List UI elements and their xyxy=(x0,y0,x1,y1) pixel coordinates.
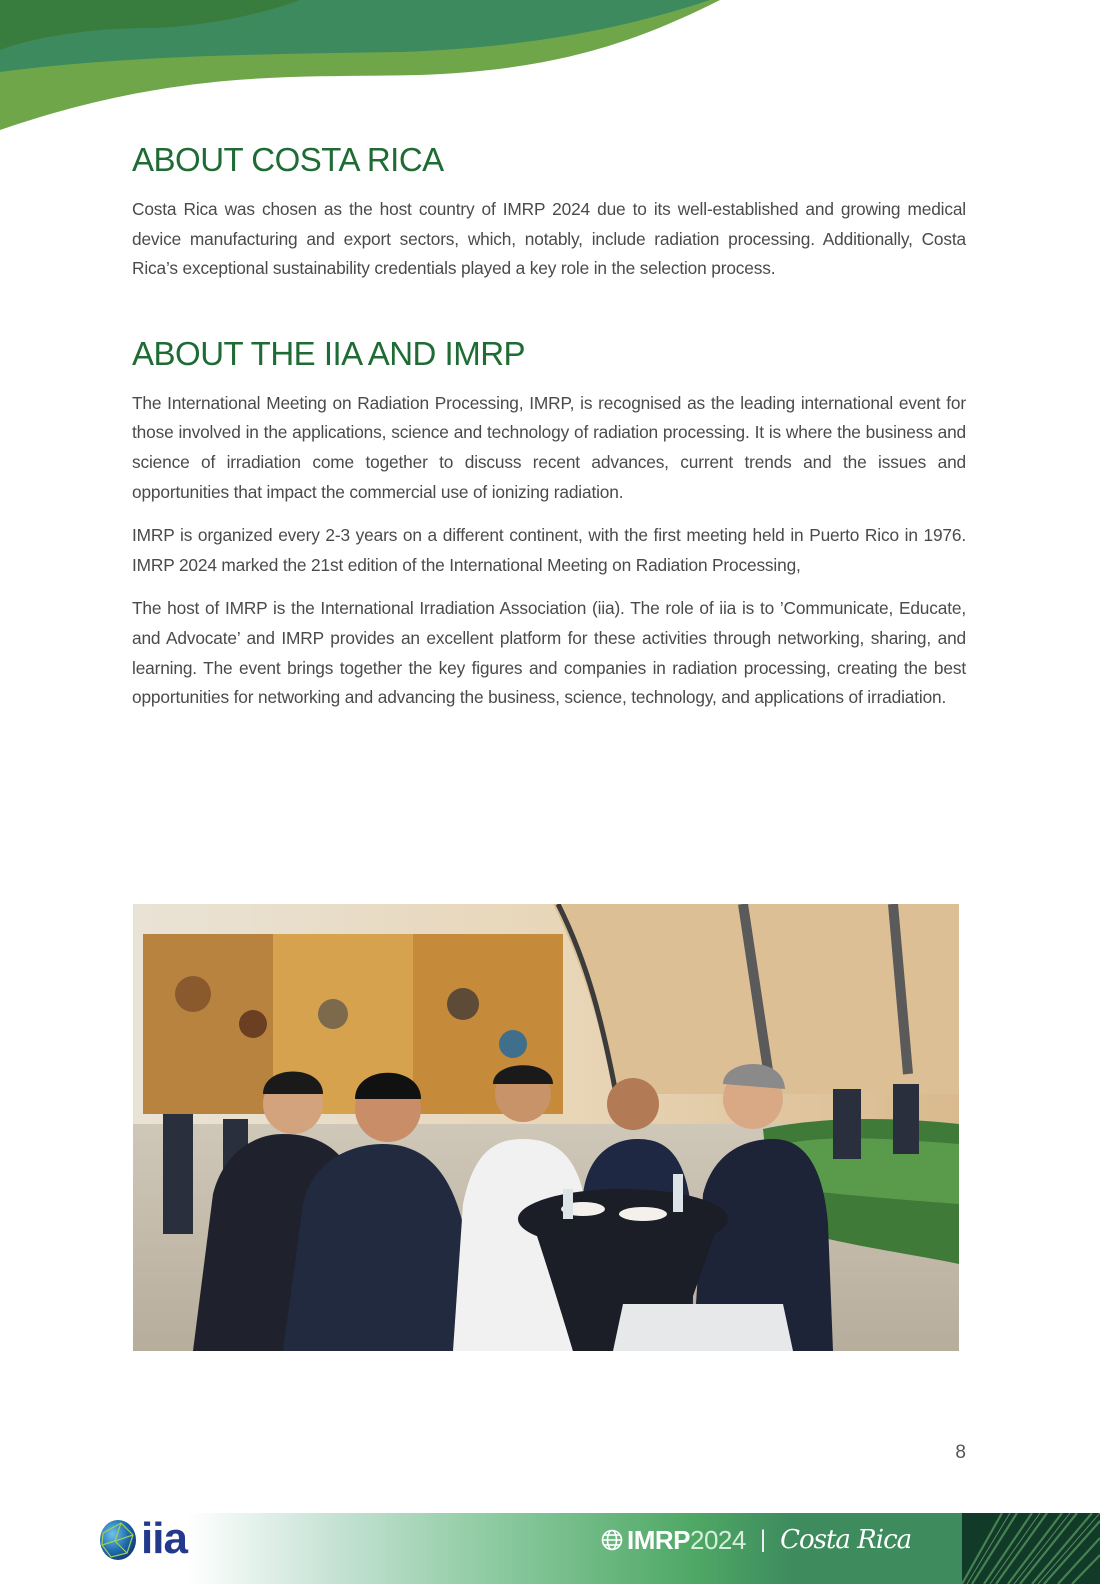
palm-leaf-image xyxy=(962,1513,1100,1584)
section-heading-costa-rica: ABOUT COSTA RICA xyxy=(132,141,444,178)
paragraph-costa-rica: Costa Rica was chosen as the host country of IMRP 2024 due to its well-established and growing medical device manufacturing and export sectors, which, notably, include radiation processing. Additionally, Costa Rica’s exceptional sustainability credentials played a key role in the selection process. xyxy=(132,199,966,279)
photo-illustration xyxy=(133,904,959,1351)
paragraph-iia-host: The host of IMRP is the International Irradiation Association (iia). The role of iia is to ’Communicate, Educate, and Advocate’ and IMRP provides an excellent platform for these activities through networking, sharing, and learning. The event brings together the key figures and companies in radiation processing, creating the best opportunities for networking and advancing the business, science, technology, and applications of irradiation. xyxy=(132,598,966,708)
paragraph-imrp-intro: The International Meeting on Radiation Processing, IMRP, is recognised as the leading international event for those involved in the applications, science and technology of radiation processing. It is where the business and science of irradiation come together to discuss recent advances, current trends and the issues and opportunities that impact the commercial use of ionizing radiation. xyxy=(132,392,966,502)
imrp-2024-logo xyxy=(601,1525,911,1555)
iia-logo-text: iia xyxy=(141,1514,187,1563)
paragraph-imrp-history: IMRP is organized every 2-3 years on a different continent, with the first meeting held in Puerto Rico in 1976. IMRP 2024 marked the 21st edition of the International Meeting on Radiation Processing, xyxy=(132,525,966,575)
costa-rica-script-logo: Costa Rica xyxy=(780,1525,912,1555)
header-wave-decoration xyxy=(0,0,720,140)
imrp-label: IMRP xyxy=(627,1524,690,1555)
footer-banner xyxy=(0,1513,1100,1584)
imrp-year: 2024 xyxy=(690,1524,746,1555)
globe-icon xyxy=(601,1529,623,1551)
networking-event-photo xyxy=(133,904,959,1351)
page-number: 8 xyxy=(955,1442,966,1463)
page-content xyxy=(132,138,966,713)
section-heading-iia-imrp: ABOUT THE IIA AND IMRP xyxy=(132,334,526,372)
logo-separator: | xyxy=(759,1526,767,1553)
